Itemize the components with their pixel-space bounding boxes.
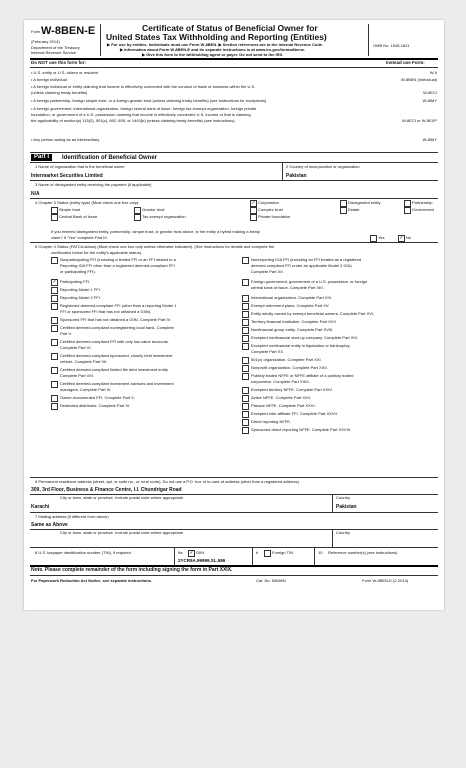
do-not-use-row: • A foreign individual or entity claiming that income is effectively connected with the conduct of trade or business within the U.S. xyxy=(31,84,256,89)
do-not-use-rule xyxy=(30,67,438,68)
line9b-divider xyxy=(252,547,253,565)
line4-rule xyxy=(30,198,438,199)
fatca-option-label: International organization. Complete Part XIV. xyxy=(251,295,333,300)
chapter3-checkbox[interactable] xyxy=(404,207,411,214)
mailing-city-label: City or town, state or province. Include postal code where appropriate. xyxy=(60,530,185,535)
instead-use-heading: Instead use Form: xyxy=(386,60,425,65)
fatca-option-label: Direct reporting NFFE. xyxy=(251,419,292,424)
line6-label: 6 Permanent residence address (street, apt. or suite no., or rural route). Do not use a P.O. box or in-care-of address (other than a registered address). xyxy=(35,479,300,484)
fatca-option-label: Reporting Model 1 FFI. xyxy=(60,287,101,292)
form-name: W-8BEN-E xyxy=(41,25,96,37)
fatca-option-label: Certified deemed-compliant FFI with only low-value accounts. xyxy=(60,339,169,344)
fatca-option-label: 501(c) organization. Complete Part XXI. xyxy=(251,357,322,362)
instructions-line2: ▶ Information about Form W-8BEN-E and its separate instructions is at www.irs.gov/formw8bene. xyxy=(120,47,306,52)
fatca-checkbox[interactable] xyxy=(51,257,58,264)
instead-use-form: W-8IMY xyxy=(422,98,437,103)
revision-date: (February 2014) xyxy=(31,39,60,44)
line5-label-continued: certification below for the entity's applicable status). xyxy=(51,250,143,255)
disregarded-entity-field[interactable]: N/A xyxy=(31,191,40,197)
fatca-option-label: Reporting IGA FFI other than a registered deemed-compliant FFI xyxy=(60,263,175,268)
part1-label: Part I xyxy=(31,154,52,161)
fatca-option-label: Complete Part XX. xyxy=(251,349,285,354)
fatca-option-label: Complete Part XII. xyxy=(251,269,284,274)
fatca-option-label: Excepted territory NFFE. Complete Part XXIV. xyxy=(251,387,333,392)
fatca-option-label: Certified deemed-compliant nonregistering local bank. Complete xyxy=(60,325,174,330)
line3-label: 3 Name of disregarded entity receiving the payment (if applicable) xyxy=(35,182,152,187)
fatca-option-label: Territory financial institution. Complete Part XVII. xyxy=(251,319,337,324)
country-field[interactable]: Pakistan xyxy=(286,173,307,179)
fatca-checkbox[interactable] xyxy=(242,303,249,310)
line3-rule xyxy=(30,180,438,181)
fatca-option-label: corporation. Complete Part XXIII. xyxy=(251,379,310,384)
fatca-checkbox[interactable] xyxy=(242,311,249,318)
fatca-checkbox[interactable]: ✓ xyxy=(52,279,57,285)
fatca-option-label: Entity wholly owned by exempt beneficial owners. Complete Part XVI. xyxy=(251,311,375,316)
chapter3-option-label: Estate xyxy=(348,207,360,212)
form-page xyxy=(24,20,444,610)
chapter3-checkbox[interactable] xyxy=(51,207,58,214)
fatca-option-label: Complete Part VI. xyxy=(60,345,92,350)
chapter3-option-label: Central Bank of Issue xyxy=(59,214,98,219)
line1-divider xyxy=(282,162,283,180)
line2-label: 2 Country of incorporation or organization xyxy=(286,164,360,169)
chapter3-checkbox[interactable]: ✓ xyxy=(251,200,256,206)
chapter3-option-label: Partnership xyxy=(412,200,433,205)
part1-rule xyxy=(30,162,438,163)
chapter3-option-label: Complex trust xyxy=(258,207,283,212)
fatca-checkbox[interactable] xyxy=(242,257,249,264)
fatca-checkbox[interactable] xyxy=(51,295,58,302)
fatca-checkbox[interactable] xyxy=(242,427,249,434)
fatca-checkbox[interactable] xyxy=(242,419,249,426)
do-not-use-row: • U.S. entity or U.S. citizen or resident xyxy=(31,70,98,75)
part1-title: Identification of Beneficial Owner xyxy=(62,155,158,161)
header-divider-right xyxy=(368,24,369,56)
fatca-option-label: Excepted nonfinancial start-up company. Complete Part XIX. xyxy=(251,335,359,340)
fatca-option-label: Foreign government, government of a U.S. possession, or foreign xyxy=(251,279,368,284)
fatca-option-label: Active NFFE. Complete Part XXV. xyxy=(251,395,312,400)
line9a-divider xyxy=(174,547,175,565)
city-label: City or town, state or province. Include postal code where appropriate. xyxy=(60,495,185,500)
fatca-option-label: Excepted inter-affiliate FFI. Complete Part XXVII. xyxy=(251,411,338,416)
fatca-option-label: Certified deemed-compliant investment advisors and investment xyxy=(60,381,174,386)
line8-rule xyxy=(30,547,438,548)
do-not-use-row: • Any person acting as an intermediary xyxy=(31,137,100,142)
header-rule xyxy=(30,58,438,60)
fatca-option-label: Restricted distributor. Complete Part XI. xyxy=(60,403,131,408)
fatca-option-label: Passive NFFE. Complete Part XXVI. xyxy=(251,403,316,408)
city-field[interactable]: Karachi xyxy=(31,504,50,510)
fatca-checkbox[interactable] xyxy=(51,353,58,360)
do-not-use-row: • A foreign individual xyxy=(31,77,67,82)
instructions-line3: ▶ Give this form to the withholding agent or payer. Do not send to the IRS. xyxy=(142,52,284,57)
line5-rule xyxy=(30,242,438,243)
reference-number-label: Reference number(s) (see instructions) xyxy=(328,550,398,555)
foreign-tin-checkbox[interactable] xyxy=(264,550,271,557)
chapter3-checkbox[interactable] xyxy=(340,200,347,207)
line5-label: 5 Chapter 4 Status (FATCA status) (Must check one box only unless otherwise indicated). (See instructions for details and complete the xyxy=(35,244,275,249)
fatca-checkbox[interactable] xyxy=(51,317,58,324)
fatca-option-label: Owner-documented FFI. Complete Part X. xyxy=(60,395,135,400)
fatca-checkbox[interactable] xyxy=(242,373,249,380)
fatca-option-label: managers. Complete Part IX. xyxy=(60,387,112,392)
fatca-option-label: Certified deemed-compliant sponsored, closely held investment xyxy=(60,353,173,358)
chapter3-checkbox[interactable] xyxy=(340,207,347,214)
chapter3-option-label: Private foundation xyxy=(258,214,291,219)
fatca-option-label: Complete Part VIII. xyxy=(60,373,94,378)
agency: Internal Revenue Service xyxy=(31,50,76,55)
fatca-checkbox[interactable] xyxy=(51,339,58,346)
fatca-checkbox[interactable] xyxy=(242,411,249,418)
fatca-checkbox[interactable] xyxy=(242,395,249,402)
line4-label: 4 Chapter 3 Status (entity type) (Must check one box only): xyxy=(35,200,140,205)
line8-label: 8 U.S. taxpayer identification number (TIN), if required xyxy=(35,550,131,555)
line1-label: 1 Name of organization that is the beneficial owner xyxy=(35,164,125,169)
fatca-checkbox[interactable] xyxy=(242,335,249,342)
fatca-checkbox[interactable] xyxy=(51,395,58,402)
fatca-option-label: deemed-compliant FFI under an applicable Model 2 IGA). xyxy=(251,263,353,268)
omb-number: OMB No. 1545-1621 xyxy=(373,43,410,48)
note-text: Note. Please complete remainder of the form including signing the form in Part XXIX. xyxy=(31,567,233,573)
mailing-country-label: Country xyxy=(336,530,351,535)
chapter3-option-label: Tax-exempt organization xyxy=(142,214,186,219)
fatca-checkbox[interactable] xyxy=(242,279,249,286)
line7-rule xyxy=(30,512,438,513)
organization-name-field[interactable]: Intermarket Securities Limited xyxy=(31,173,103,179)
fatca-option-label: Part V. xyxy=(60,331,72,336)
do-not-use-row: • A foreign government, international organization, foreign central bank of issue, foreign tax-exempt organization, foreign private xyxy=(31,106,257,111)
fatca-checkbox[interactable] xyxy=(51,403,58,410)
fatca-option-label: Nonfinancial group entity. Complete Part XVIII. xyxy=(251,327,334,332)
fatca-option-label: Sponsored direct reporting NFFE. Complete Part XXVIII. xyxy=(251,427,352,432)
fatca-option-label: Nonprofit organization. Complete Part XXII. xyxy=(251,365,328,370)
department: Department of the Treasury xyxy=(31,45,80,50)
header-divider-left xyxy=(100,24,101,56)
chapter3-option-label: Government xyxy=(412,207,435,212)
fatca-checkbox[interactable] xyxy=(51,287,58,294)
chapter3-checkbox[interactable] xyxy=(51,214,58,221)
hybrid-question-line2: claim? If "Yes" complete Part III. xyxy=(51,235,108,240)
fatca-option-label: Excepted nonfinancial entity in liquidation or bankruptcy. xyxy=(251,343,351,348)
fatca-option-label: Publicly traded NFFE or NFFE affiliate of a publicly traded xyxy=(251,373,354,378)
line9b-number: b xyxy=(256,550,259,555)
fatca-checkbox[interactable] xyxy=(242,403,249,410)
fatca-option-label: Participating FFI. xyxy=(60,279,91,284)
mailing-address-field[interactable]: Same as Above xyxy=(31,522,68,528)
giin-label: GIIN xyxy=(196,550,205,555)
fatca-option-label: Registered deemed-compliant FFI (other than a reporting Model 1 xyxy=(60,303,177,308)
chapter3-checkbox[interactable] xyxy=(250,214,257,221)
do-not-use-heading: Do NOT use this form for: xyxy=(31,60,86,65)
city-divider xyxy=(332,494,333,512)
residence-country-field[interactable]: Pakistan xyxy=(336,504,357,510)
do-not-use-row: • A foreign partnership, foreign simple trust, or a foreign grantor trust (unless claiming treaty benefits) (see instructions for exceptions) xyxy=(31,98,267,103)
line6-rule xyxy=(30,477,438,478)
line7-label: 7 Mailing address (if different from above) xyxy=(35,514,109,519)
fatca-checkbox[interactable] xyxy=(51,303,58,310)
fatca-option-label: central bank of issue. Complete Part XIII. xyxy=(251,285,324,290)
fatca-checkbox[interactable] xyxy=(242,357,249,364)
fatca-option-label: Certified deemed-compliant limited life debt investment entity. xyxy=(60,367,169,372)
part1-top-rule xyxy=(30,152,438,153)
line9a-number: 9a xyxy=(178,550,183,555)
footer-rule xyxy=(30,575,438,576)
fatca-option-label: Sponsored FFI that has not obtained a GIIN. Complete Part IV. xyxy=(60,317,172,322)
fatca-option-label: Exempt retirement plans. Complete Part XV. xyxy=(251,303,330,308)
address-field[interactable]: 309, 3rd Floor, Business & Finance Centre, I.I. Chundrigar Road xyxy=(31,487,182,493)
fatca-checkbox[interactable] xyxy=(242,327,249,334)
fatca-option-label: Nonreporting IGA FFI (including an FFI treated as a registered xyxy=(251,257,362,262)
hybrid-yes-label: Yes xyxy=(378,235,385,240)
fatca-option-label: vehicle. Complete Part VII. xyxy=(60,359,108,364)
do-not-use-row: foundation, or government of a U.S. possession claiming that income is effectively connected U.S. income or that is claiming xyxy=(31,112,251,117)
form-footer-name: Form W-8BEN-E (2-2014) xyxy=(362,578,409,583)
instead-use-form: W-8ECI or W-8EXP xyxy=(402,118,437,123)
chapter3-checkbox[interactable] xyxy=(250,207,257,214)
fatca-checkbox[interactable] xyxy=(51,367,58,374)
fatca-option-label: FFI or sponsored FFI that has not obtained a GIIN). xyxy=(60,309,152,314)
hybrid-question-line1: If you entered disregarded entity, partnership, simple trust, or grantor trust above, is the entity a hybrid making a treaty xyxy=(51,229,260,234)
giin-field[interactable]: 2YCR9A.99999.SL.586 xyxy=(178,558,226,563)
foreign-tin-label: Foreign TIN xyxy=(272,550,294,555)
chapter3-option-label: Simple trust xyxy=(59,207,81,212)
fatca-option-label: Nonparticipating FFI (including a limited FFI or an FFI related to a xyxy=(60,257,176,262)
mailing-city-divider xyxy=(332,529,333,547)
giin-checkbox[interactable]: ✓ xyxy=(189,550,194,556)
form-title-line2: United States Tax Withholding and Reporting (Entities) xyxy=(106,32,327,42)
hybrid-no-checkbox[interactable]: ✓ xyxy=(399,235,404,241)
chapter3-option-label: Grantor trust xyxy=(142,207,165,212)
fatca-checkbox[interactable] xyxy=(242,343,249,350)
fatca-checkbox[interactable] xyxy=(51,381,58,388)
form-label: Form xyxy=(31,29,41,34)
chapter3-option-label: Disregarded entity xyxy=(348,200,381,205)
instead-use-form: W-8BEN (Individual) xyxy=(400,77,437,82)
chapter3-checkbox[interactable] xyxy=(134,207,141,214)
fatca-checkbox[interactable] xyxy=(242,365,249,372)
instead-use-form: W-8ECI xyxy=(423,90,437,95)
hybrid-no-label: No xyxy=(406,235,412,240)
line10-divider xyxy=(314,547,315,565)
instead-use-form: W-9 xyxy=(429,70,437,75)
country-label: Country xyxy=(336,495,351,500)
fatca-checkbox[interactable] xyxy=(51,325,58,332)
line10-number: 10 xyxy=(318,550,323,555)
do-not-use-row: the applicability of section(s) 115(2), 501(c), 892, 895, or 1443(b) (unless claiming treaty benefits) (see instructions) xyxy=(31,118,235,123)
instructions-line1: ▶ For use by entities. Individuals must use Form W-8BEN. ▶ Section references are to the Internal Revenue Code. xyxy=(107,42,324,47)
chapter3-checkbox[interactable] xyxy=(134,214,141,221)
paperwork-notice: For Paperwork Reduction Act Notice, see separate instructions. xyxy=(31,578,152,583)
catalog-number: Cat. No. 59689N xyxy=(256,578,286,583)
chapter3-checkbox[interactable] xyxy=(404,200,411,207)
instead-use-form: W-8IMY xyxy=(422,137,437,142)
fatca-checkbox[interactable] xyxy=(242,319,249,326)
fatca-option-label: Reporting Model 2 FFI. xyxy=(60,295,101,300)
form-title-line1: Certificate of Status of Beneficial Owner for xyxy=(142,23,318,33)
fatca-option-label: or participating FFI). xyxy=(60,269,96,274)
chapter3-option-label: Corporation xyxy=(258,200,279,205)
hybrid-yes-checkbox[interactable] xyxy=(370,235,377,242)
fatca-checkbox[interactable] xyxy=(242,387,249,394)
do-not-use-row: (unless claiming treaty benefits) xyxy=(31,90,88,95)
fatca-checkbox[interactable] xyxy=(242,295,249,302)
